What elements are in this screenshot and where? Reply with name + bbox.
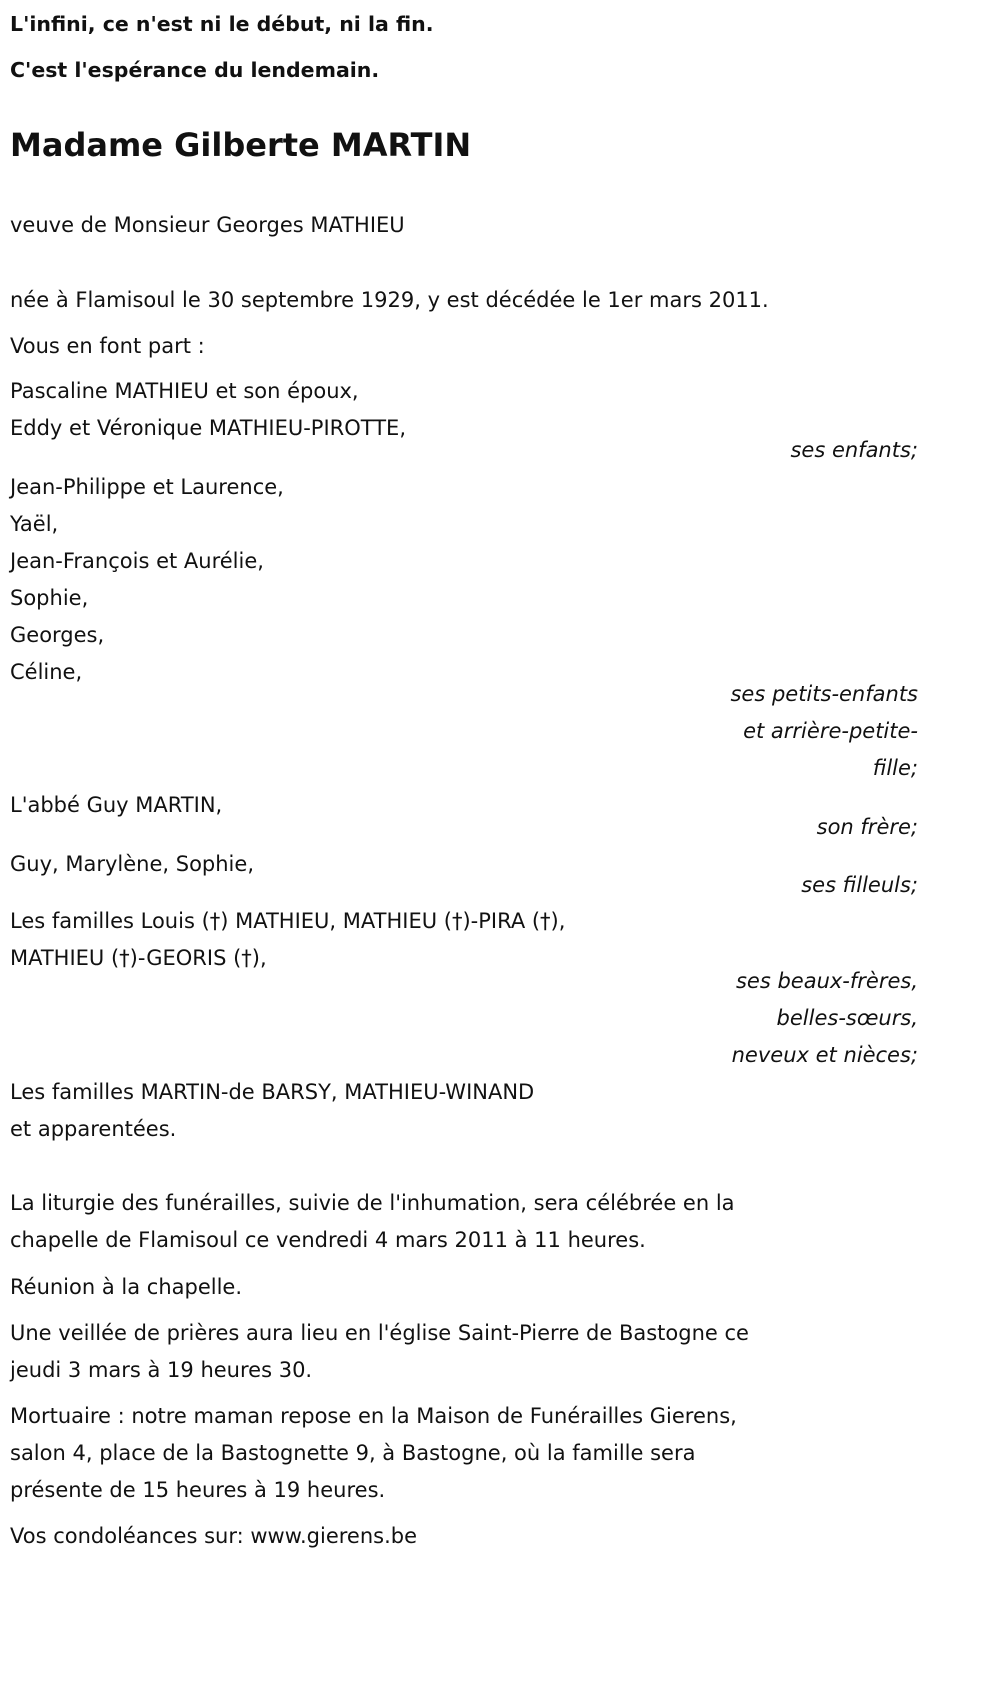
condolences (10, 1522, 417, 1550)
inlaws-label: belles-sœurs, (776, 1006, 918, 1030)
liturgy: La liturgie des funérailles, suivie de l'inhumation, sera célébrée en la (10, 1191, 735, 1215)
families: Les familles MARTIN-de BARSY, MATHIEU-WINAND (10, 1080, 535, 1104)
birth-death: née à Flamisoul le 30 septembre 1929, y est décédée le 1er mars 2011. (10, 288, 769, 312)
grandchildren-label: fille; (872, 756, 918, 780)
condolences-label: Vos condoléances sur: (10, 1524, 251, 1548)
inlaws: MATHIEU (†)-GEORIS (†), (10, 946, 267, 970)
godchildren: Guy, Marylène, Sophie, (10, 852, 254, 876)
grandchild: Jean-François et Aurélie, (10, 549, 264, 573)
brother: L'abbé Guy MARTIN, (10, 793, 223, 817)
vigil: Une veillée de prières aura lieu en l'église Saint-Pierre de Bastogne ce (10, 1321, 749, 1345)
widow-of: veuve de Monsieur Georges MATHIEU (10, 213, 405, 237)
quote-line-1: L'infini, ce n'est ni le début, ni la fin. (10, 12, 434, 36)
deceased-name: Madame Gilberte MARTIN (10, 126, 472, 164)
families: et apparentées. (10, 1117, 177, 1141)
quote-line-2: C'est l'espérance du lendemain. (10, 58, 380, 82)
inlaws-label: ses beaux-frères, (735, 969, 918, 993)
grandchild: Sophie, (10, 586, 89, 610)
grandchild: Georges, (10, 623, 105, 647)
grandchild: Jean-Philippe et Laurence, (10, 475, 284, 499)
meeting: Réunion à la chapelle. (10, 1275, 243, 1299)
godchildren-label: ses filleuls; (801, 873, 918, 897)
mortuary: salon 4, place de la Bastognette 9, à Bastogne, où la famille sera (10, 1441, 696, 1465)
condolences-link[interactable]: www.gierens.be (250, 1524, 418, 1548)
inlaws: Les familles Louis (†) MATHIEU, MATHIEU (†)-PIRA (†), (10, 909, 566, 933)
child: Eddy et Véronique MATHIEU-PIROTTE, (10, 416, 407, 440)
vigil: jeudi 3 mars à 19 heures 30. (10, 1358, 313, 1382)
grandchildren-label: ses petits-enfants (730, 682, 918, 706)
mortuary: Mortuaire : notre maman repose en la Maison de Funérailles Gierens, (10, 1404, 737, 1428)
intro: Vous en font part : (10, 334, 205, 358)
mortuary: présente de 15 heures à 19 heures. (10, 1478, 386, 1502)
child: Pascaline MATHIEU et son époux, (10, 379, 359, 403)
grandchild: Céline, (10, 660, 83, 684)
grandchildren-label: et arrière-petite- (743, 719, 918, 743)
liturgy: chapelle de Flamisoul ce vendredi 4 mars 2011 à 11 heures. (10, 1228, 646, 1252)
children-label: ses enfants; (790, 438, 918, 462)
grandchild: Yaël, (10, 512, 59, 536)
brother-label: son frère; (816, 815, 918, 839)
inlaws-label: neveux et nièces; (731, 1043, 918, 1067)
